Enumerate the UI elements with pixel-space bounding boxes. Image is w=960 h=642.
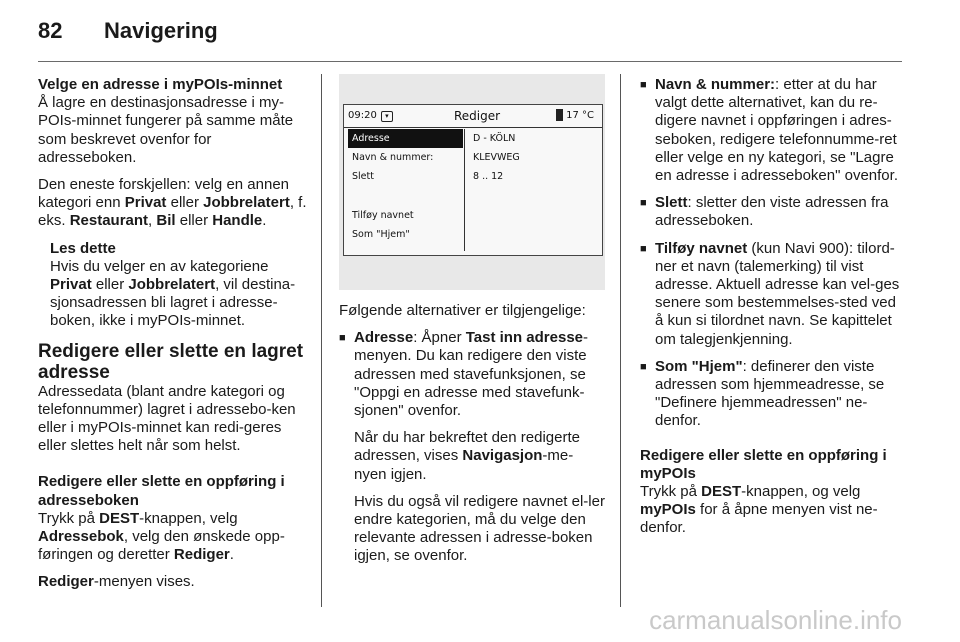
screen-status-bar — [344, 105, 602, 128]
watermark: carmanualsonline.info — [649, 605, 902, 635]
bullet-address: ■ Adresse: Åpner Tast inn adresse-menyen. Du kan redigere den viste adressen med stavefunksjonen, se "Oppgi en adresse med stavefunk-sjonen" ovenfor. — [339, 329, 589, 420]
menu-item-as-home[interactable]: Som "Hjem" — [352, 229, 410, 240]
bullet-marker: ■ — [640, 197, 647, 210]
paragraph-address-data: Adressedata (blant andre kategori og telefonnummer) lagret i adressebo-ken eller i myPOIs-minnet kan redi-geres eller slettes helt når som helst. — [38, 382, 296, 455]
paragraph-edit-name: Hvis du også vil redigere navnet el-ler endre kategorien, må du velge den relevante adressen i adresse-boken igjen, se ovenfor. — [354, 492, 605, 565]
paragraph-mypois-store: Å lagre en destinasjonsadresse i my-POIs-minnet fungerer på samme måte som beskrevet ovenfor for adresseboken. — [38, 94, 294, 166]
column-middle — [339, 76, 605, 575]
paragraph-press-dest: Trykk på DEST-knappen, velg Adressebok, velg den ønskede opp-føringen og deretter Rediger. — [38, 509, 285, 564]
menu-item-add-name[interactable]: Tilføy navnet — [352, 210, 414, 221]
paragraph-press-dest-mypois: Trykk på DEST-knappen, og velg myPOIs for å åpne menyen vist ne-denfor. — [640, 483, 878, 537]
bullet-marker: ■ — [640, 242, 647, 255]
heading-edit-delete: Redigere eller slette en lagret adresse — [38, 340, 304, 383]
column-right — [640, 76, 906, 547]
value-city: D - KÖLN — [473, 133, 516, 144]
menu-item-address[interactable]: Adresse — [348, 129, 463, 148]
menu-item-delete[interactable]: Slett — [352, 171, 374, 182]
page-title: Navigering — [104, 18, 218, 43]
column-divider — [321, 74, 322, 607]
heading-mypois-address: Velge en adresse i myPOIs-minnet — [38, 76, 283, 93]
screen-figure — [339, 74, 605, 290]
bullet-marker: ■ — [640, 360, 647, 373]
paragraph-after-confirm: Når du har bekreftet den redigerte adressen, vises Navigasjon-me-nyen igjen. — [354, 429, 580, 483]
value-number: 8 .. 12 — [473, 171, 504, 182]
temperature-display: 17 °C — [556, 107, 594, 125]
screen-values — [464, 129, 598, 251]
screen-time: 09:20 — [348, 109, 377, 121]
menu-gap — [348, 186, 463, 206]
paragraph-category-difference: Den eneste forskjellen: velg en annen kategori enn Privat eller Jobbrelatert, f. eks. Restaurant, Bil eller Handle. — [38, 176, 307, 230]
screen-menu — [348, 129, 463, 244]
note-box — [50, 240, 308, 331]
compass-icon: ▾ — [381, 111, 393, 122]
heading-edit-mypois: Redigere eller slette en oppføring i myPOIs — [640, 446, 887, 482]
paragraph-options-intro: Følgende alternativer er tilgjengelige: — [339, 302, 586, 319]
bullet-marker: ■ — [339, 332, 346, 345]
screen-title: Rediger — [454, 108, 501, 123]
bullet-name-number: ■ Navn & nummer:: etter at du har valgt dette alternativet, kan du re-digere navnet i oppføringen i adres-seboken, redigere telefonnumme-ret eller velge en ny kategori, se "Lagre en adresse i adresseboken" ovenfor. — [640, 76, 898, 185]
value-street: KLEVWEG — [473, 152, 520, 163]
infotainment-screen — [343, 104, 603, 256]
column-divider — [620, 74, 621, 607]
paragraph-menu-shown: Rediger-menyen vises. — [38, 573, 195, 591]
heading-edit-addressbook: Redigere eller slette en oppføring i adresseboken — [38, 473, 285, 509]
bullet-marker: ■ — [640, 79, 647, 91]
battery-icon — [556, 109, 563, 121]
bullet-delete: ■ Slett: sletter den viste adressen fra adresseboken. — [640, 194, 889, 230]
note-text: Hvis du velger en av kategoriene Privat eller Jobbrelatert, vil destina-sjonsadressen bli lagret i adresse-boken, ikke i myPOIs-minnet. — [50, 257, 296, 330]
note-title: Les dette — [50, 239, 116, 257]
bullet-as-home: ■ Som "Hjem": definerer den viste adressen som hjemmeadresse, se "Definere hjemmeadressen" ne-denfor. — [640, 357, 885, 430]
bullet-add-name: ■ Tilføy navnet (kun Navi 900): tilord-ner et navn (talemerking) til vist adresse. Aktuell adresse kan vel-ges senere som bestemmelses-sted ved å kun si tilordnet navn. Se kapittelet om talegjenkjenning. — [640, 239, 900, 348]
page-header — [38, 18, 218, 48]
header-rule — [38, 61, 902, 62]
page-number: 82 — [38, 18, 63, 43]
menu-item-name-number[interactable]: Navn & nummer: — [352, 152, 434, 163]
column-left — [38, 76, 308, 601]
